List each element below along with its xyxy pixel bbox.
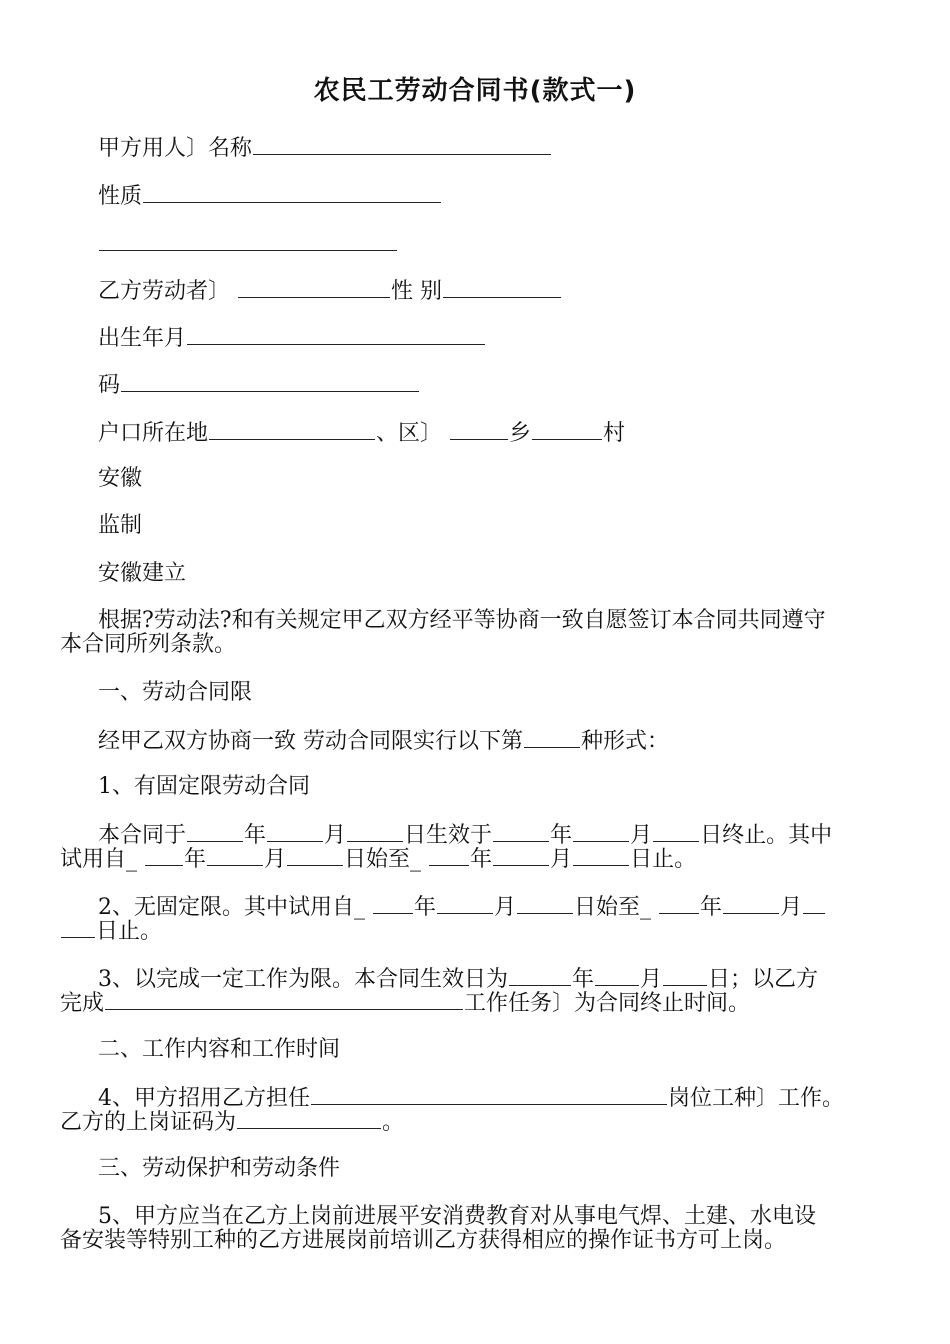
- item-4-text: 4、甲方招用乙方担任: [98, 1086, 310, 1111]
- item-1-text: 年: [550, 823, 573, 848]
- date-blank[interactable]: [287, 845, 343, 866]
- date-blank[interactable]: [663, 965, 707, 986]
- item-2-text: 月: [494, 895, 517, 920]
- party-b-name-blank[interactable]: [238, 277, 390, 298]
- item-1-text: 年: [470, 847, 493, 872]
- document-title: 农民工劳动合同书(款式一): [313, 76, 637, 106]
- item-3-text: 完成: [60, 991, 105, 1016]
- task-blank[interactable]: [105, 989, 463, 1010]
- household-county-blank[interactable]: [209, 419, 375, 440]
- section-2-heading: 二、工作内容和工作时间: [98, 1037, 341, 1062]
- party-a-name-label: 甲方用人〕名称: [98, 136, 253, 161]
- date-blank[interactable]: [595, 965, 639, 986]
- item-2-text: 年: [414, 895, 437, 920]
- section-1-heading: 一、劳动合同限: [98, 680, 253, 705]
- date-blank[interactable]: [437, 893, 493, 914]
- item-2-text: 年: [700, 895, 723, 920]
- date-blank[interactable]: [347, 821, 403, 842]
- date-blank[interactable]: [493, 821, 549, 842]
- item-1-text: 月: [324, 823, 347, 848]
- date-blank[interactable]: [653, 821, 699, 842]
- item-2-text: 月: [780, 895, 803, 920]
- item-2-text: 日始至_: [574, 895, 652, 920]
- item-1-line-2: [60, 845, 696, 873]
- item-5-line-2: 备安装等特别工种的乙方进展岗前培训乙方获得相应的操作证书方可上岗。: [60, 1228, 787, 1253]
- item-2-text: 2、无固定限。其中试用自_: [98, 895, 365, 920]
- item-1-text: 日终止。其中: [700, 823, 833, 848]
- item-1-text: 本合同于: [98, 823, 187, 848]
- position-blank[interactable]: [311, 1084, 667, 1105]
- party-a-nature-row: [98, 182, 442, 210]
- item-3-line-2: [60, 989, 750, 1017]
- item-1-text: 年: [184, 847, 207, 872]
- party-a-name-blank[interactable]: [253, 134, 551, 155]
- item-3-text: 3、以完成一定工作为限。本合同生效日为: [98, 967, 508, 992]
- term-choice-prefix: 经甲乙双方协商一致 劳动合同限实行以下第: [98, 729, 523, 754]
- item-3-text: 年: [572, 967, 595, 992]
- party-a-nature-blank[interactable]: [143, 182, 441, 203]
- party-a-extra-blank[interactable]: [99, 230, 397, 251]
- date-blank[interactable]: [803, 893, 825, 914]
- date-blank[interactable]: [145, 845, 183, 866]
- date-blank[interactable]: [207, 845, 263, 866]
- term-choice-row: [98, 727, 669, 755]
- date-blank[interactable]: [429, 845, 469, 866]
- date-blank[interactable]: [723, 893, 779, 914]
- item-4-text: 岗位工种〕工作。: [668, 1086, 845, 1111]
- item-1-text: 月: [630, 823, 653, 848]
- item-4-text: 。: [382, 1110, 405, 1135]
- district-separator: 、区〕: [376, 421, 443, 446]
- date-blank[interactable]: [267, 821, 323, 842]
- item-2-text: 日止。: [96, 919, 163, 944]
- party-b-label: 乙方劳动者〕: [98, 279, 231, 304]
- intro-line-1: 根据?劳动法?和有关规定甲乙双方经平等协商一致自愿签订本合同共同遵守: [98, 608, 826, 633]
- party-b-household-row: [98, 419, 625, 447]
- item-1-text: 年: [244, 823, 267, 848]
- fragment-line: 安徽: [98, 466, 143, 491]
- household-village-blank[interactable]: [532, 419, 602, 440]
- item-1-text: 日始至_: [344, 847, 422, 872]
- date-blank[interactable]: [509, 965, 571, 986]
- date-blank[interactable]: [573, 845, 629, 866]
- item-3-text: 工作任务〕为合同终止时间。: [464, 991, 751, 1016]
- item-3-text: 月: [640, 967, 663, 992]
- party-b-household-label: 户口所在地: [98, 421, 209, 446]
- party-a-extra-row: [98, 230, 398, 258]
- date-blank[interactable]: [659, 893, 699, 914]
- term-choice-suffix: 种形式：: [581, 729, 670, 754]
- term-choice-blank[interactable]: [524, 727, 580, 748]
- township-label: 乡: [509, 421, 532, 446]
- date-blank[interactable]: [573, 821, 629, 842]
- item-3-text: 日；以乙方: [708, 967, 819, 992]
- item-1-title: 1、有固定限劳动合同: [98, 774, 310, 799]
- intro-line-2: 本合同所列条款。: [60, 632, 237, 657]
- item-5-line-1: 5、甲方应当在乙方上岗前进展平安消费教育对从事电气焊、土建、水电设: [98, 1204, 816, 1229]
- party-b-birth-blank[interactable]: [187, 324, 485, 345]
- date-blank[interactable]: [517, 893, 573, 914]
- party-b-gender-label: 性 别: [391, 279, 443, 304]
- fragment-line: 监制: [98, 513, 143, 538]
- date-blank[interactable]: [187, 821, 243, 842]
- fragment-line: 安徽建立: [98, 561, 187, 586]
- item-2-line-1: [98, 893, 826, 921]
- certificate-blank[interactable]: [237, 1108, 381, 1129]
- date-blank[interactable]: [373, 893, 413, 914]
- party-b-code-row: [98, 371, 420, 399]
- item-1-text: 试用自_: [60, 847, 138, 872]
- party-b-code-blank[interactable]: [121, 371, 419, 392]
- household-township-blank[interactable]: [450, 419, 508, 440]
- item-4-line-2: [60, 1108, 404, 1136]
- party-a-nature-label: 性质: [98, 184, 143, 209]
- section-3-heading: 三、劳动保护和劳动条件: [98, 1156, 341, 1181]
- item-1-text: 日止。: [630, 847, 697, 872]
- party-b-birth-row: [98, 324, 486, 352]
- item-1-text: 日生效于: [404, 823, 493, 848]
- item-4-text: 乙方的上岗证码为: [60, 1110, 237, 1135]
- party-a-name-row: [98, 134, 552, 162]
- item-1-text: 月: [550, 847, 573, 872]
- village-label: 村: [603, 421, 626, 446]
- item-2-line-2: [60, 917, 162, 945]
- date-blank[interactable]: [493, 845, 549, 866]
- party-b-gender-blank[interactable]: [443, 277, 561, 298]
- party-b-row: [98, 277, 562, 305]
- date-blank[interactable]: [61, 917, 95, 938]
- item-1-text: 月: [264, 847, 287, 872]
- party-b-code-label: 码: [98, 373, 121, 398]
- party-b-birth-label: 出生年月: [98, 326, 187, 351]
